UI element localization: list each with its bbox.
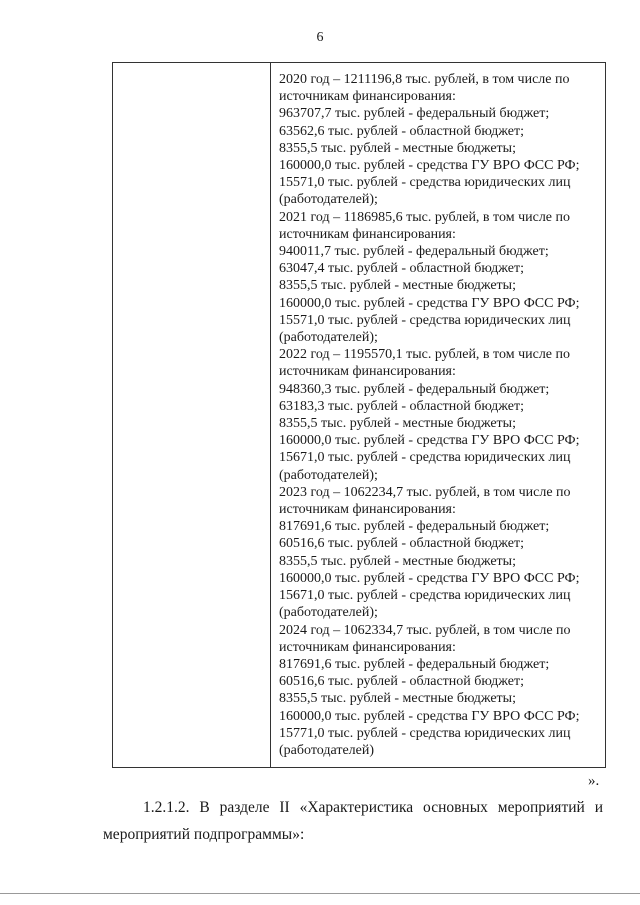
- funding-line: 60516,6 тыс. рублей - областной бюджет;: [279, 674, 524, 690]
- paragraph-line-1: 1.2.1.2. В разделе II «Характеристика основных мероприятий и: [143, 799, 603, 816]
- funding-line: 15671,0 тыс. рублей - средства юридических лиц: [279, 588, 571, 604]
- funding-line: 160000,0 тыс. рублей - средства ГУ ВРО ФСС РФ;: [279, 158, 580, 174]
- funding-line: источникам финансирования:: [279, 639, 456, 655]
- funding-line: 63562,6 тыс. рублей - областной бюджет;: [279, 123, 524, 139]
- section-paragraph: [103, 794, 603, 848]
- page-bottom-rule: [0, 893, 640, 894]
- funding-line: 2022 год – 1195570,1 тыс. рублей, в том числе по: [279, 347, 571, 363]
- funding-line: 817691,6 тыс. рублей - федеральный бюджет;: [279, 656, 550, 672]
- funding-line: 8355,5 тыс. рублей - местные бюджеты;: [279, 140, 516, 156]
- funding-line: источникам финансирования:: [279, 502, 456, 518]
- funding-line: источникам финансирования:: [279, 226, 456, 242]
- page-number: 6: [316, 30, 324, 45]
- funding-line: 2020 год – 1211196,8 тыс. рублей, в том числе по: [279, 72, 570, 87]
- funding-line: (работодателей);: [279, 192, 378, 208]
- funding-line: 8355,5 тыс. рублей - местные бюджеты;: [279, 691, 516, 707]
- closing-quote: ».: [588, 773, 600, 789]
- funding-line: 817691,6 тыс. рублей - федеральный бюджет;: [279, 519, 550, 535]
- funding-line: (работодателей);: [279, 605, 378, 621]
- funding-line: 15671,0 тыс. рублей - средства юридических лиц: [279, 450, 571, 466]
- funding-line: 160000,0 тыс. рублей - средства ГУ ВРО ФСС РФ;: [279, 570, 580, 586]
- funding-line: 15571,0 тыс. рублей - средства юридических лиц: [279, 175, 571, 191]
- funding-table: [112, 62, 606, 768]
- table-column-divider: [270, 63, 271, 767]
- funding-line: 60516,6 тыс. рублей - областной бюджет;: [279, 536, 524, 552]
- paragraph-line-2: мероприятий подпрограммы»:: [103, 826, 305, 843]
- funding-line: 15771,0 тыс. рублей - средства юридических лиц: [279, 725, 571, 741]
- funding-line: 940011,7 тыс. рублей - федеральный бюджет;: [279, 244, 549, 260]
- funding-line: 948360,3 тыс. рублей - федеральный бюджет;: [279, 381, 550, 397]
- funding-line: 2024 год – 1062334,7 тыс. рублей, в том числе по: [279, 622, 571, 638]
- funding-line: (работодателей);: [279, 467, 378, 483]
- funding-cell: [279, 71, 601, 759]
- funding-line: (работодателей);: [279, 330, 378, 346]
- funding-line: 8355,5 тыс. рублей - местные бюджеты;: [279, 553, 516, 569]
- funding-line: 63183,3 тыс. рублей - областной бюджет;: [279, 398, 524, 414]
- funding-line: источникам финансирования:: [279, 364, 456, 380]
- funding-line: 963707,7 тыс. рублей - федеральный бюджет;: [279, 106, 550, 122]
- funding-line: 15571,0 тыс. рублей - средства юридических лиц: [279, 312, 571, 328]
- funding-line: 8355,5 тыс. рублей - местные бюджеты;: [279, 278, 516, 294]
- funding-line: 8355,5 тыс. рублей - местные бюджеты;: [279, 416, 516, 432]
- funding-line: источникам финансирования:: [279, 89, 456, 105]
- funding-line: 63047,4 тыс. рублей - областной бюджет;: [279, 261, 524, 277]
- funding-line: (работодателей): [279, 742, 375, 758]
- funding-line: 160000,0 тыс. рублей - средства ГУ ВРО ФСС РФ;: [279, 708, 580, 724]
- funding-line: 2023 год – 1062234,7 тыс. рублей, в том числе по: [279, 484, 571, 500]
- funding-line: 160000,0 тыс. рублей - средства ГУ ВРО ФСС РФ;: [279, 295, 580, 311]
- funding-line: 160000,0 тыс. рублей - средства ГУ ВРО ФСС РФ;: [279, 433, 580, 449]
- funding-line: 2021 год – 1186985,6 тыс. рублей, в том числе по: [279, 209, 571, 225]
